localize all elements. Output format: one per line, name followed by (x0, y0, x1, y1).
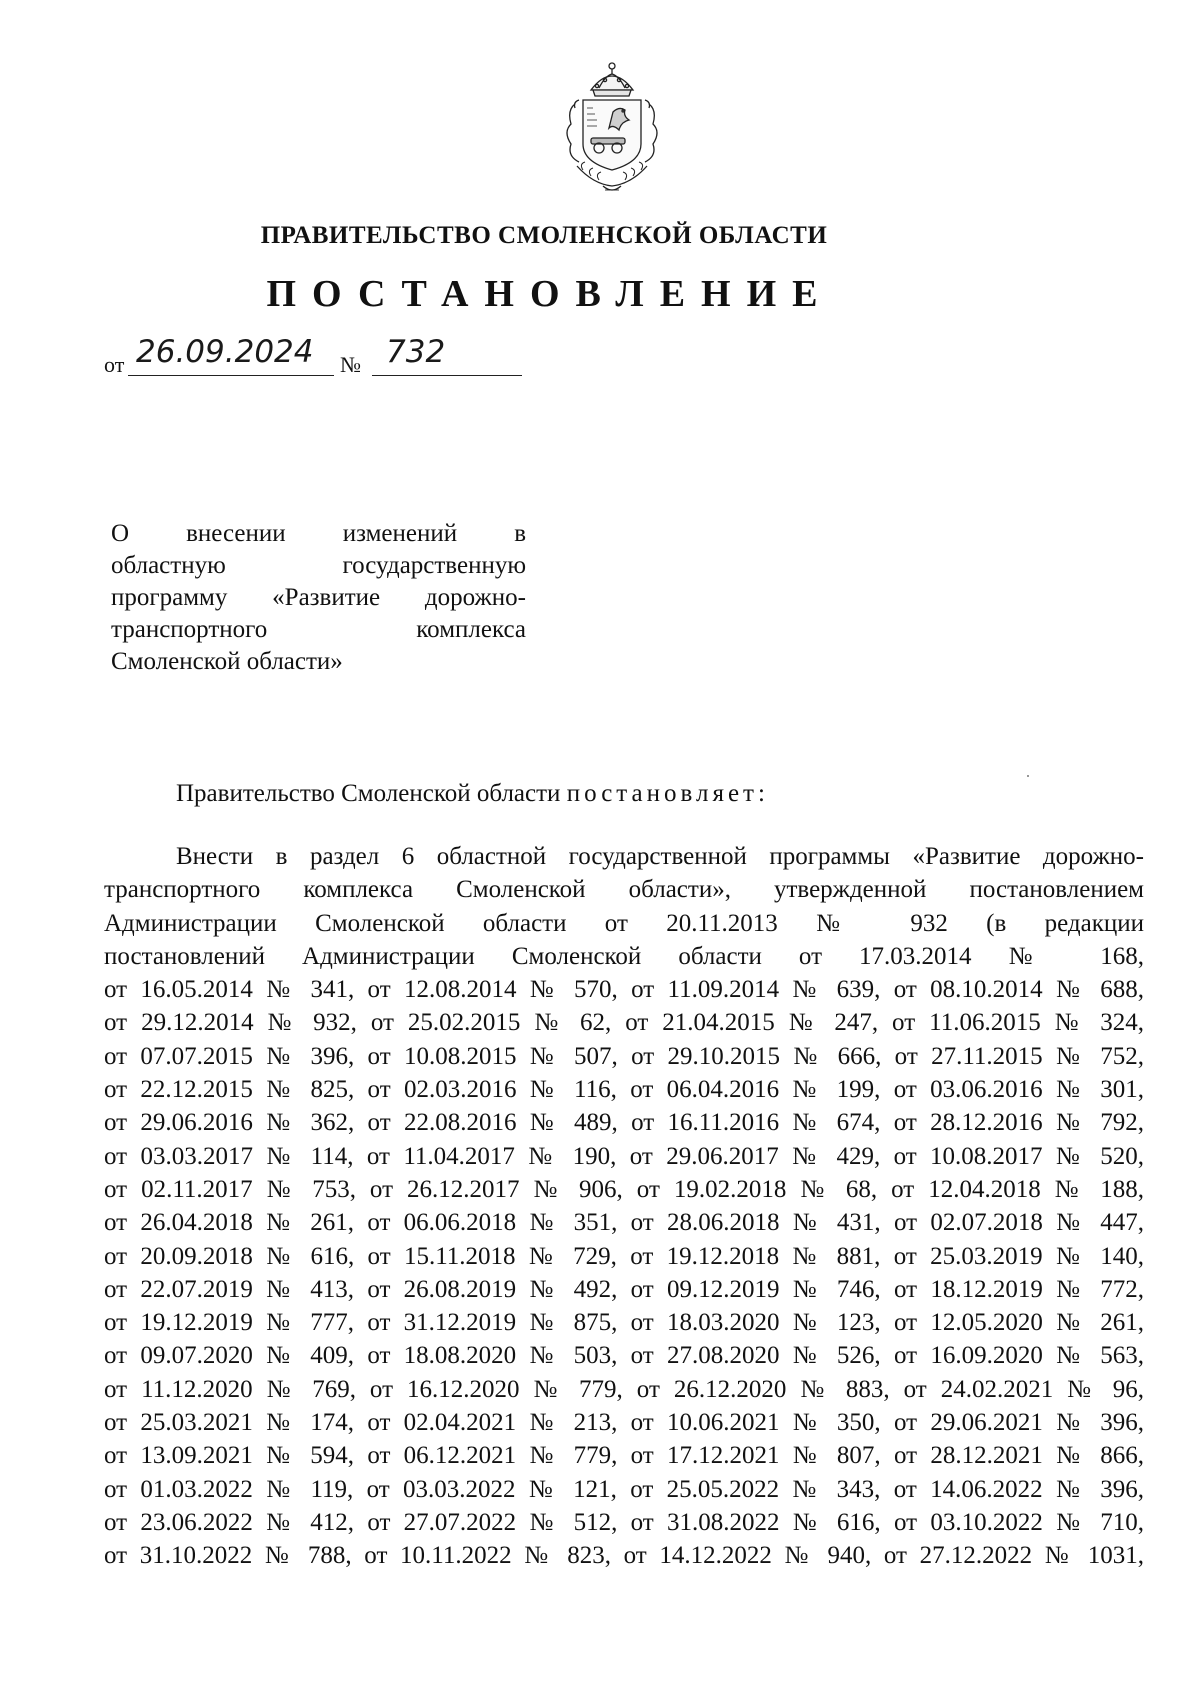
body-line: постановлений Администрации Смоленской области от 17.03.2014 № 168, (104, 942, 1144, 970)
decree-line (176, 780, 769, 808)
body-line: от 09.07.2020 № 409, от 18.08.2020 № 503, от 27.08.2020 № 526, от 16.09.2020 № 563, (104, 1342, 1144, 1370)
body-line: Администрации Смоленской области от 20.11.2013 № 932 (в редакции (104, 909, 1144, 937)
decree-lead: Правительство Смоленской области (176, 780, 561, 807)
number-label: № (340, 352, 361, 377)
body-line: от 07.07.2015 № 396, от 10.08.2015 № 507, от 29.10.2015 № 666, от 27.11.2015 № 752, (104, 1042, 1144, 1070)
body-line: от 03.03.2017 № 114, от 11.04.2017 № 190, от 29.06.2017 № 429, от 10.08.2017 № 520, (104, 1142, 1144, 1170)
subject-line: О внесении изменений в (111, 520, 526, 547)
body-line: от 31.10.2022 № 788, от 10.11.2022 № 823, от 14.12.2022 № 940, от 27.12.2022 № 1031, (104, 1542, 1144, 1570)
body-line: от 29.12.2014 № 932, от 25.02.2015 № 62, от 21.04.2015 № 247, от 11.06.2015 № 324, (104, 1009, 1144, 1037)
handwritten-number: 732 (386, 334, 446, 370)
subject-line: областную государственную (111, 552, 526, 579)
body-line: от 22.12.2015 № 825, от 02.03.2016 № 116, от 06.04.2016 № 199, от 03.06.2016 № 301, (104, 1076, 1144, 1104)
body-line: от 19.12.2019 № 777, от 31.12.2019 № 875, от 18.03.2020 № 123, от 12.05.2020 № 261, (104, 1309, 1144, 1337)
subject-line: Смоленской области» (111, 648, 343, 675)
subject-line: транспортного комплекса (111, 616, 526, 643)
body-line: от 23.06.2022 № 412, от 27.07.2022 № 512, от 31.08.2022 № 616, от 03.10.2022 № 710, (104, 1508, 1144, 1536)
body-line: от 11.12.2020 № 769, от 16.12.2020 № 779, от 26.12.2020 № 883, от 24.02.2021 № 96, (104, 1375, 1144, 1403)
date-underline (128, 375, 334, 376)
body-line: от 02.11.2017 № 753, от 26.12.2017 № 906, от 19.02.2018 № 68, от 12.04.2018 № 188, (104, 1175, 1144, 1203)
decree-verb: постановляет: (566, 780, 769, 807)
handwritten-date: 26.09.2024 (136, 334, 314, 370)
authority-name: ПРАВИТЕЛЬСТВО СМОЛЕНСКОЙ ОБЛАСТИ (260, 222, 828, 249)
body-line: от 13.09.2021 № 594, от 06.12.2021 № 779, от 17.12.2021 № 807, от 28.12.2021 № 866, (104, 1442, 1144, 1470)
body-line: от 22.07.2019 № 413, от 26.08.2019 № 492, от 09.12.2019 № 746, от 18.12.2019 № 772, (104, 1275, 1144, 1303)
body-paragraph (104, 840, 1144, 1573)
scan-speck (1027, 775, 1029, 777)
body-line: от 29.06.2016 № 362, от 22.08.2016 № 489, от 16.11.2016 № 674, от 28.12.2016 № 792, (104, 1109, 1144, 1137)
body-line: от 25.03.2021 № 174, от 02.04.2021 № 213, от 10.06.2021 № 350, от 29.06.2021 № 396, (104, 1409, 1144, 1437)
document-type-title: ПОСТАНОВЛЕНИЕ (266, 273, 834, 315)
body-line: Внести в раздел 6 областной государственной программы «Развитие дорожно- (176, 843, 1144, 870)
body-line: от 26.04.2018 № 261, от 06.06.2018 № 351, от 28.06.2018 № 431, от 02.07.2018 № 447, (104, 1209, 1144, 1237)
body-line: от 01.03.2022 № 119, от 03.03.2022 № 121, от 25.05.2022 № 343, от 14.06.2022 № 396, (104, 1475, 1144, 1503)
number-underline (372, 375, 522, 376)
document-subject (111, 518, 526, 678)
date-from-label: от (104, 352, 125, 377)
body-line: транспортного комплекса Смоленской области», утвержденной постановлением (104, 876, 1144, 904)
subject-line: программу «Развитие дорожно- (111, 584, 526, 611)
smolensk-coat-of-arms-icon (553, 58, 671, 198)
body-line: от 16.05.2014 № 341, от 12.08.2014 № 570, от 11.09.2014 № 639, от 08.10.2014 № 688, (104, 976, 1144, 1004)
body-line: от 20.09.2018 № 616, от 15.11.2018 № 729, от 19.12.2018 № 881, от 25.03.2019 № 140, (104, 1242, 1144, 1270)
